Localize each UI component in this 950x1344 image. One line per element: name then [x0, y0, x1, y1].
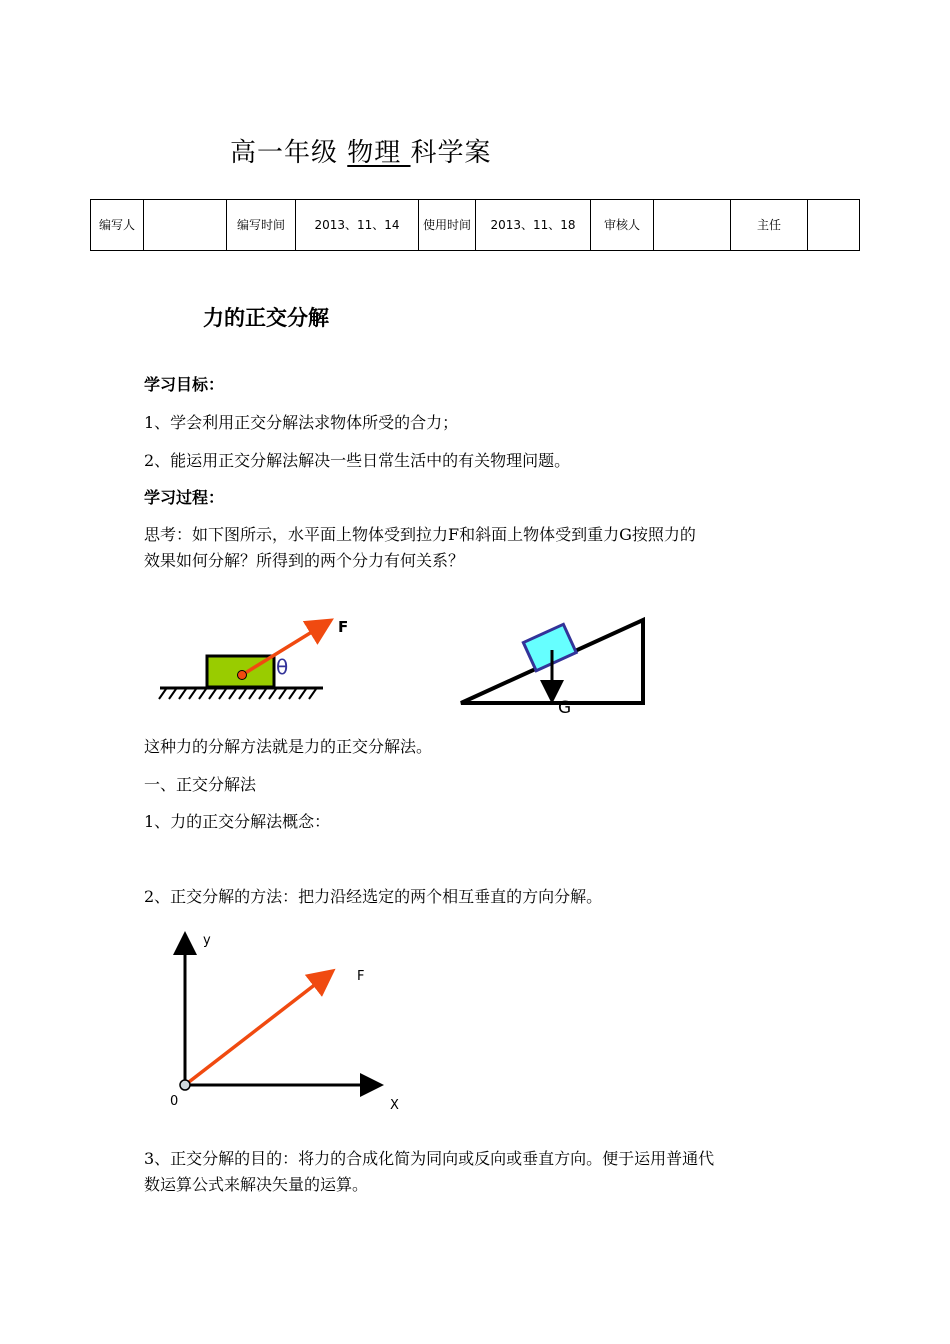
origin-point [180, 1080, 190, 1090]
use-time-value: 2013、11、18 [476, 200, 591, 251]
force-vector-f [185, 973, 330, 1085]
think-line-2: 效果如何分解？所得到的两个分力有何关系？ [144, 551, 465, 570]
section-heading: 力的正交分解 [203, 306, 329, 330]
author-label: 编写人 [91, 200, 144, 251]
title-subject: 物理 [347, 138, 411, 168]
write-time-value: 2013、11、14 [296, 200, 419, 251]
title-prefix: 高一年级 [230, 138, 348, 168]
force-label-f: F [338, 618, 349, 636]
goal-item-2: 2、能运用正交分解法解决一些日常生活中的有关物理问题。 [144, 451, 571, 470]
process-label: 学习过程： [144, 488, 225, 507]
item-3-line-1: 3、正交分解的目的：将力的合成化简为同向或反向或垂直方向。便于运用普通代 [144, 1149, 715, 1168]
think-line-1: 思考：如下图所示，水平面上物体受到拉力F和斜面上物体受到重力G按照力的 [144, 525, 696, 544]
gravity-label-g: G [558, 698, 572, 718]
section-one-title: 一、正交分解法 [144, 775, 257, 794]
goals-label: 学习目标： [144, 375, 225, 394]
item-1-concept: 1、力的正交分解法概念： [144, 812, 331, 831]
item-3-line-2: 数运算公式来解决矢量的运算。 [144, 1175, 369, 1194]
after-figure-text: 这种力的分解方法就是力的正交分解法。 [144, 737, 433, 756]
angle-label-theta: θ [276, 655, 289, 679]
origin-label: 0 [170, 1094, 179, 1109]
write-time-label: 编写时间 [227, 200, 296, 251]
y-axis-label: y [203, 933, 211, 948]
goal-item-1: 1、学会利用正交分解法求物体所受的合力； [144, 413, 459, 432]
director-label: 主任 [731, 200, 808, 251]
vector-label-f: F [357, 969, 365, 984]
use-time-label: 使用时间 [419, 200, 476, 251]
x-axis-label: X [390, 1098, 399, 1113]
item-2-method: 2、正交分解的方法：把力沿经选定的两个相互垂直的方向分解。 [144, 887, 603, 906]
reviewer-label: 审核人 [591, 200, 654, 251]
title-suffix: 科学案 [410, 138, 492, 168]
